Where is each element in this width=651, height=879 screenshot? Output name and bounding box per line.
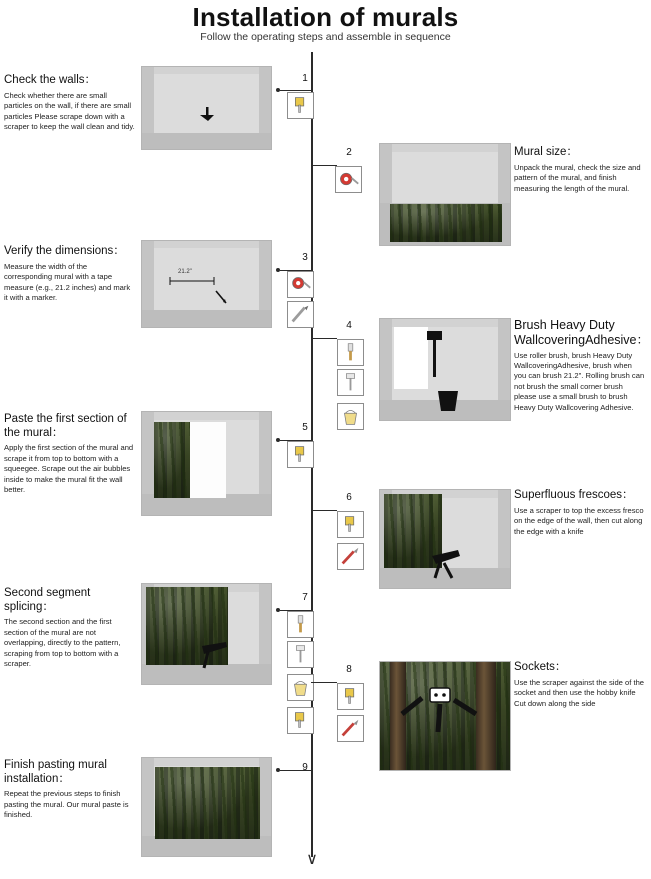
step-1-heading: Check the walls： bbox=[4, 74, 97, 86]
step-4-icon-roller-brush bbox=[337, 369, 364, 396]
step-2-connector bbox=[311, 165, 337, 166]
step-2-body: Unpack the mural, check the size and pattern of the mural, and finish measuring the length of the mural. bbox=[514, 162, 641, 193]
step-7-icon-adhesive-bucket bbox=[287, 674, 314, 701]
step-6-number: 6 bbox=[346, 492, 352, 503]
mural-section-1 bbox=[154, 422, 190, 498]
scraper-in-use-icon bbox=[142, 584, 272, 685]
step-2-icon-tape-measure bbox=[335, 166, 362, 193]
step-3-measurement-label: 21.2" bbox=[178, 269, 192, 275]
step-9-text bbox=[4, 759, 136, 821]
step-3-icon-marker-pen bbox=[287, 301, 314, 328]
scraper-tool-icon bbox=[142, 67, 272, 150]
step-8-text bbox=[514, 661, 644, 709]
step-4-number: 4 bbox=[346, 320, 352, 331]
mural-roll bbox=[390, 204, 502, 242]
step-4-heading: Brush Heavy Duty WallcoveringAdhesive： bbox=[514, 318, 650, 347]
step-1-connector bbox=[280, 90, 311, 91]
step-8-illustration bbox=[379, 661, 511, 771]
step-6-connector bbox=[311, 510, 337, 511]
step-6-body: Use a scraper to top the excess fresco on the edge of the wall, then cut along the edge with a knife bbox=[514, 505, 644, 536]
page-title: Installation of murals bbox=[192, 2, 459, 32]
step-7-heading: Second segment splicing： bbox=[4, 587, 91, 613]
step-4-icon-small-brush bbox=[337, 339, 364, 366]
page-subtitle: Follow the operating steps and assemble in sequence bbox=[200, 31, 451, 43]
step-1-body: Check whether there are small particles on the wall, if there are small particles Please scrape down with a scraper to keep the wall clean and tidy. bbox=[4, 90, 135, 131]
step-2-number: 2 bbox=[346, 147, 352, 158]
step-1-icon-scraper bbox=[287, 92, 314, 119]
step-1-text bbox=[4, 74, 136, 132]
step-9-number: 9 bbox=[302, 762, 308, 773]
step-9-body: Repeat the previous steps to finish pasting the mural. Our mural paste is finished. bbox=[4, 789, 129, 820]
wet-wall-area bbox=[190, 422, 226, 498]
step-7-body: The second section and the first section of the mural are not overlapping, directly to the pattern, scraping from top to bottom with a scraper. bbox=[4, 617, 121, 668]
step-9-illustration bbox=[141, 757, 272, 857]
step-6-text bbox=[514, 489, 644, 537]
step-5-body: Apply the first section of the mural and scrape it from top to bottom with a squeegee. Scrape out the air bubbles inside to make the mural fit the wall better. bbox=[4, 443, 134, 494]
step-5-icon-scraper bbox=[287, 441, 314, 468]
step-3-heading: Verify the dimensions： bbox=[4, 245, 125, 257]
step-8-number: 8 bbox=[346, 664, 352, 675]
step-6-heading: Superfluous frescoes： bbox=[514, 489, 634, 501]
step-8-body: Use the scraper against the side of the socket and then use the hobby knife Cut down along the side bbox=[514, 677, 645, 708]
step-9-heading: Finish pasting mural installation： bbox=[4, 759, 107, 785]
step-8-connector bbox=[311, 682, 337, 683]
step-7-icon-scraper bbox=[287, 707, 314, 734]
step-5-number: 5 bbox=[302, 422, 308, 433]
step-6-illustration bbox=[379, 489, 511, 589]
step-2-illustration bbox=[379, 143, 511, 246]
step-7-number: 7 bbox=[302, 592, 308, 603]
step-8-heading: Sockets： bbox=[514, 661, 567, 673]
step-7-icon-small-brush bbox=[287, 611, 314, 638]
step-3-number: 3 bbox=[302, 252, 308, 263]
step-3-icon-tape-measure bbox=[287, 271, 314, 298]
step-2-text bbox=[514, 146, 642, 194]
step-7-icon-roller-brush bbox=[287, 641, 314, 668]
step-4-illustration bbox=[379, 318, 511, 421]
step-4-body: Use roller brush, brush Heavy Duty WallcoveringAdhesive, brush when you can brush 21.2". Rolling brush can not brush the small corner brush please use a small brush to brush Heavy Duty Wallcovering Adhesive. bbox=[514, 350, 645, 412]
mural-finished bbox=[155, 767, 260, 839]
step-5-text bbox=[4, 413, 136, 495]
step-4-icon-adhesive-bucket bbox=[337, 403, 364, 430]
step-1-illustration bbox=[141, 66, 272, 150]
step-5-heading: Paste the first section of the mural： bbox=[4, 413, 127, 439]
step-1-number: 1 bbox=[302, 73, 308, 84]
step-3-illustration bbox=[141, 240, 272, 328]
step-3-text bbox=[4, 245, 136, 303]
step-5-illustration bbox=[141, 411, 272, 516]
step-7-illustration bbox=[141, 583, 272, 685]
step-6-icon-hobby-knife bbox=[337, 543, 364, 570]
step-4-text bbox=[514, 318, 650, 413]
timeline-arrow-icon: ∨ bbox=[306, 851, 318, 868]
step-6-icon-scraper bbox=[337, 511, 364, 538]
socket-cut-icon bbox=[380, 662, 511, 771]
step-4-connector bbox=[311, 338, 337, 339]
step-8-icon-scraper bbox=[337, 683, 364, 710]
scraper-in-use-icon bbox=[380, 490, 511, 589]
step-2-heading: Mural size： bbox=[514, 146, 578, 158]
step-7-text bbox=[4, 587, 136, 669]
step-3-body: Measure the width of the corresponding mural with a tape measure (e.g., 21.2 inches) and mark it with a marker. bbox=[4, 261, 131, 302]
step-8-icon-hobby-knife bbox=[337, 715, 364, 742]
